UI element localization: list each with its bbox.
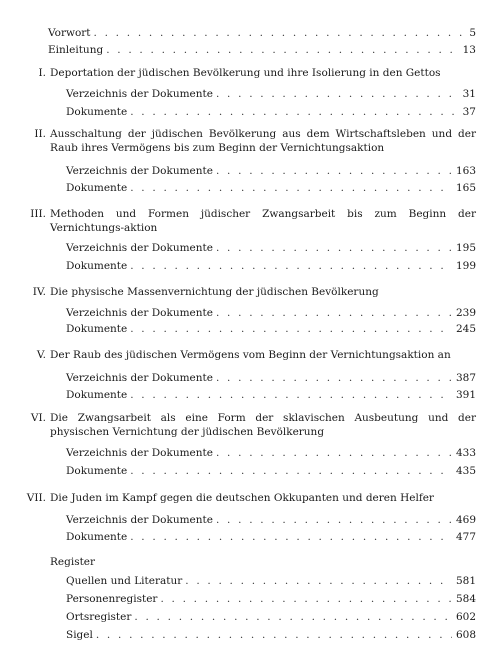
chapter-number: II. bbox=[34, 128, 46, 140]
toc-entry-dokumente bbox=[66, 389, 476, 402]
leader-dots bbox=[130, 465, 452, 478]
chapter-title: Der Raub des jüdischen Vermögens vom Beginn der Vernichtungsaktion an bbox=[50, 349, 451, 361]
entry-page: 31 bbox=[462, 88, 476, 100]
entry-page: 477 bbox=[455, 531, 476, 543]
entry-page: 199 bbox=[455, 260, 476, 272]
chapter-number: I. bbox=[38, 67, 46, 79]
toc-entry-dokumente bbox=[66, 531, 476, 544]
entry-label: Verzeichnis der Dokumente bbox=[66, 514, 213, 526]
chapter-number: III. bbox=[30, 208, 46, 220]
leader-dots bbox=[94, 27, 466, 40]
toc-entry-verzeichnis bbox=[66, 372, 476, 385]
toc-entry-einleitung bbox=[48, 44, 476, 57]
entry-label: Verzeichnis der Dokumente bbox=[66, 88, 213, 100]
entry-label: Verzeichnis der Dokumente bbox=[66, 307, 213, 319]
leader-dots bbox=[106, 44, 458, 57]
entry-label: Dokumente bbox=[66, 531, 128, 543]
entry-label: Verzeichnis der Dokumente bbox=[66, 242, 213, 254]
leader-dots bbox=[185, 575, 452, 588]
entry-label: Sigel bbox=[66, 629, 93, 641]
leader-dots bbox=[216, 242, 452, 255]
entry-page: 387 bbox=[455, 372, 476, 384]
entry-page: 581 bbox=[455, 575, 476, 587]
entry-page: 433 bbox=[455, 447, 476, 459]
toc-entry-dokumente bbox=[66, 323, 476, 336]
entry-label: Dokumente bbox=[66, 260, 128, 272]
entry-label: Dokumente bbox=[66, 323, 128, 335]
entry-label: Personenregister bbox=[66, 593, 158, 605]
leader-dots bbox=[216, 307, 452, 320]
chapter-title: Deportation der jüdischen Bevölkerung und ihre Isolierung in den Gettos bbox=[50, 67, 441, 79]
entry-label: Verzeichnis der Dokumente bbox=[66, 372, 213, 384]
entry-page: 435 bbox=[455, 465, 476, 477]
leader-dots bbox=[134, 611, 452, 624]
chapter-title: Methoden und Formen jüdischer Zwangsarbeit bis zum Beginn der Vernichtungs-aktion bbox=[50, 208, 476, 234]
entry-page: 608 bbox=[455, 629, 476, 641]
leader-dots bbox=[130, 389, 452, 402]
chapter-number: IV. bbox=[32, 286, 46, 298]
entry-label: Verzeichnis der Dokumente bbox=[66, 447, 213, 459]
leader-dots bbox=[96, 629, 452, 642]
entry-page: 37 bbox=[462, 106, 476, 118]
chapter-title: Die Zwangsarbeit als eine Form der sklavischen Ausbeutung und der physischen Vernichtung der jüdischen Bevölkerung bbox=[50, 412, 476, 438]
entry-page: 165 bbox=[455, 182, 476, 194]
leader-dots bbox=[130, 323, 452, 336]
entry-label: Ortsregister bbox=[66, 611, 132, 623]
register-heading: Register bbox=[50, 556, 96, 568]
entry-page: 469 bbox=[455, 514, 476, 526]
leader-dots bbox=[216, 88, 459, 101]
chapter-title: Die physische Massenvernichtung der jüdischen Bevölkerung bbox=[50, 286, 379, 298]
leader-dots bbox=[130, 260, 452, 273]
entry-label: Dokumente bbox=[66, 389, 128, 401]
entry-page: 195 bbox=[455, 242, 476, 254]
entry-label: Dokumente bbox=[66, 465, 128, 477]
leader-dots bbox=[216, 514, 452, 527]
entry-page: 245 bbox=[455, 323, 476, 335]
toc-entry-verzeichnis bbox=[66, 165, 476, 178]
toc-entry-vorwort bbox=[48, 27, 476, 40]
entry-page: 13 bbox=[462, 44, 476, 56]
toc-entry-register bbox=[66, 593, 476, 606]
toc-entry-register bbox=[66, 575, 476, 588]
toc-entry-verzeichnis bbox=[66, 242, 476, 255]
entry-label: Dokumente bbox=[66, 106, 128, 118]
entry-label: Einleitung bbox=[48, 44, 104, 56]
chapter-title: Ausschaltung der jüdischen Bevölkerung aus dem Wirtschaftsleben und der Raub ihres Vermögens bis zum Beginn der Vernichtungsaktion bbox=[50, 128, 476, 154]
entry-page: 391 bbox=[455, 389, 476, 401]
toc-entry-register bbox=[66, 629, 476, 642]
leader-dots bbox=[130, 531, 452, 544]
leader-dots bbox=[216, 165, 452, 178]
toc-entry-verzeichnis bbox=[66, 307, 476, 320]
entry-label: Dokumente bbox=[66, 182, 128, 194]
leader-dots bbox=[130, 182, 452, 195]
entry-page: 239 bbox=[455, 307, 476, 319]
entry-label: Vorwort bbox=[48, 27, 91, 39]
leader-dots bbox=[130, 106, 458, 119]
leader-dots bbox=[216, 372, 452, 385]
entry-page: 602 bbox=[455, 611, 476, 623]
toc-entry-dokumente bbox=[66, 106, 476, 119]
toc-entry-dokumente bbox=[66, 260, 476, 273]
chapter-number: VI. bbox=[30, 412, 46, 424]
chapter-number: VII. bbox=[26, 492, 46, 504]
toc-entry-dokumente bbox=[66, 465, 476, 478]
toc-entry-verzeichnis bbox=[66, 88, 476, 101]
entry-label: Verzeichnis der Dokumente bbox=[66, 165, 213, 177]
leader-dots bbox=[160, 593, 452, 606]
toc-entry-dokumente bbox=[66, 182, 476, 195]
entry-page: 5 bbox=[469, 27, 476, 39]
chapter-title: Die Juden im Kampf gegen die deutschen Okkupanten und deren Helfer bbox=[50, 492, 434, 504]
entry-label: Quellen und Literatur bbox=[66, 575, 183, 587]
entry-page: 584 bbox=[455, 593, 476, 605]
entry-page: 163 bbox=[455, 165, 476, 177]
chapter-number: V. bbox=[36, 349, 46, 361]
toc-entry-verzeichnis bbox=[66, 447, 476, 460]
leader-dots bbox=[216, 447, 452, 460]
toc-entry-register bbox=[66, 611, 476, 624]
toc-entry-verzeichnis bbox=[66, 514, 476, 527]
